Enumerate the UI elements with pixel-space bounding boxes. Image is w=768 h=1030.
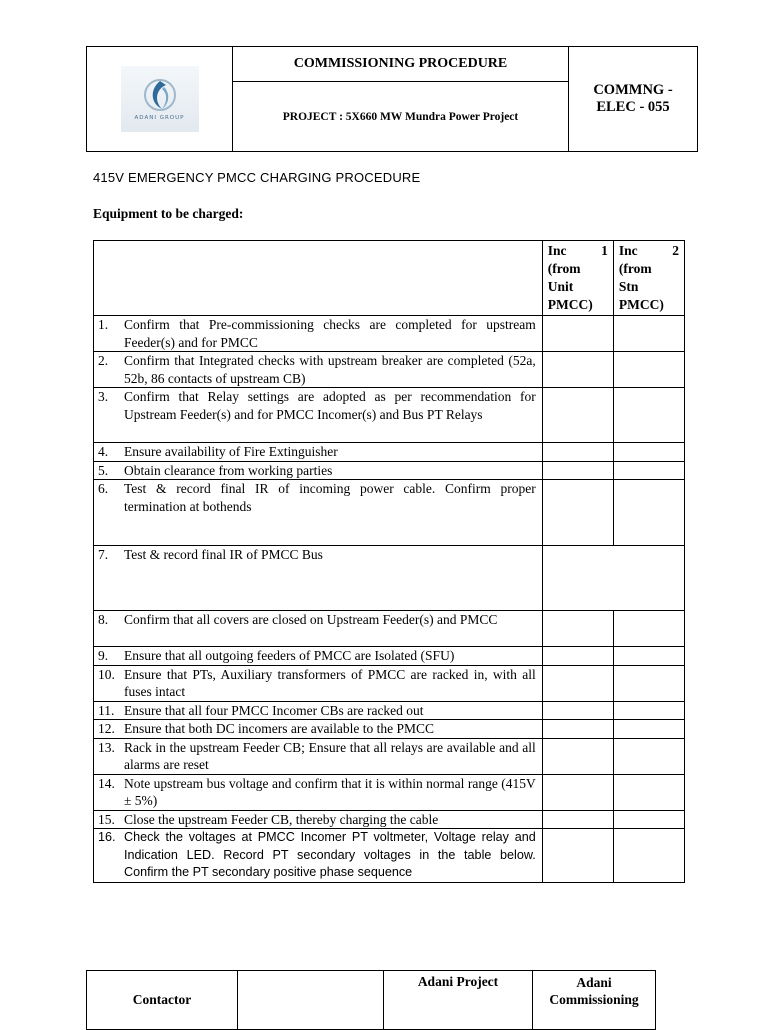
document-title: 415V EMERGENCY PMCC CHARGING PROCEDURE bbox=[93, 170, 421, 185]
equipment-label: Equipment to be charged: bbox=[93, 206, 244, 221]
document-code-line2: ELEC - 055 bbox=[596, 99, 670, 115]
incomer-2-check[interactable] bbox=[613, 701, 684, 720]
step-number: 14. bbox=[98, 775, 115, 791]
step-number: 6. bbox=[98, 481, 109, 496]
incomer-2-check[interactable] bbox=[613, 829, 684, 883]
step-number: 2. bbox=[98, 353, 109, 368]
step-text: Obtain clearance from working parties bbox=[124, 462, 333, 478]
step-text: Confirm that Integrated checks with upstream breaker are completed (52a, 52b, 86 contacts of upstream CB) bbox=[124, 353, 536, 386]
table-row bbox=[94, 443, 685, 462]
step-number: 5. bbox=[98, 462, 109, 478]
table-row bbox=[94, 611, 685, 647]
adani-commissioning-label: Adani Commissioning bbox=[533, 971, 656, 1030]
incomer-1-check[interactable] bbox=[542, 647, 613, 666]
step-number: 10. bbox=[98, 666, 115, 682]
step-number: 16. bbox=[98, 830, 116, 844]
table-row bbox=[94, 316, 685, 352]
incomer-1-check[interactable] bbox=[542, 443, 613, 462]
document-code-line1: COMMNG - bbox=[593, 82, 673, 98]
table-row bbox=[94, 647, 685, 666]
step-number: 13. bbox=[98, 739, 115, 755]
step-number: 7. bbox=[98, 547, 109, 562]
step-number: 11. bbox=[98, 702, 115, 718]
checklist-header-blank bbox=[94, 241, 543, 316]
adani-project-label: Adani Project bbox=[384, 971, 533, 1030]
incomer-2-check[interactable] bbox=[613, 647, 684, 666]
step-text: Check the voltages at PMCC Incomer PT voltmeter, Voltage relay and Indication LED. Record PT secondary voltages in the table below. Confirm the PT secondary positive phase sequence bbox=[124, 830, 536, 879]
logo-text: ADANI GROUP bbox=[134, 115, 185, 121]
adani-logo bbox=[121, 66, 199, 132]
incomer-2-check[interactable] bbox=[613, 611, 684, 647]
incomer-1-check[interactable] bbox=[542, 316, 613, 352]
incomer-1-check[interactable] bbox=[542, 774, 613, 810]
incomer-2-check[interactable] bbox=[613, 388, 684, 443]
incomer-1-check[interactable] bbox=[542, 611, 613, 647]
incomer-1-check[interactable] bbox=[542, 665, 613, 701]
step-number: 15. bbox=[98, 811, 115, 827]
step-text: Rack in the upstream Feeder CB; Ensure that all relays are available and all alarms are reset bbox=[124, 739, 536, 772]
incomer-2-check[interactable] bbox=[613, 352, 684, 388]
incomer-1-check[interactable] bbox=[542, 720, 613, 739]
table-row bbox=[94, 701, 685, 720]
step-text: Confirm that Pre-commissioning checks are completed for upstream Feeder(s) and for PMCC bbox=[124, 317, 536, 350]
incomer-2-check[interactable] bbox=[613, 443, 684, 462]
incomer-2-check[interactable] bbox=[613, 665, 684, 701]
table-row bbox=[94, 665, 685, 701]
incomer-1-check[interactable] bbox=[542, 738, 613, 774]
step-text: Ensure that PTs, Auxiliary transformers of PMCC are racked in, with all fuses intact bbox=[124, 666, 536, 699]
incomer-1-check[interactable] bbox=[542, 388, 613, 443]
incomer-1-check[interactable] bbox=[542, 701, 613, 720]
incomer-2-check[interactable] bbox=[613, 810, 684, 829]
step-text: Confirm that all covers are closed on Upstream Feeder(s) and PMCC bbox=[124, 612, 498, 627]
table-row bbox=[94, 738, 685, 774]
table-row bbox=[94, 480, 685, 546]
incomer-2-check[interactable] bbox=[613, 738, 684, 774]
table-row bbox=[94, 810, 685, 829]
incomer-1-check[interactable] bbox=[542, 480, 613, 546]
step-number: 9. bbox=[98, 648, 109, 663]
step-text: Test & record final IR of incoming power cable. Confirm proper termination at bothends bbox=[124, 481, 536, 514]
table-row bbox=[94, 388, 685, 443]
adani-swirl-icon bbox=[140, 77, 180, 113]
header-project: PROJECT : 5X660 MW Mundra Power Project bbox=[233, 82, 569, 152]
step-text: Test & record final IR of PMCC Bus bbox=[124, 547, 323, 562]
logo-cell bbox=[87, 47, 233, 152]
contactor-signature-cell[interactable] bbox=[238, 971, 384, 1030]
table-row bbox=[94, 461, 685, 480]
incomer-1-header: Inc 1 (from Unit PMCC) bbox=[542, 241, 613, 316]
step-text: Ensure that all four PMCC Incomer CBs are racked out bbox=[124, 702, 424, 718]
step-number: 8. bbox=[98, 612, 109, 627]
contactor-label: Contactor bbox=[87, 971, 238, 1030]
step-text: Ensure that both DC incomers are available to the PMCC bbox=[124, 721, 435, 736]
incomer-1-check[interactable] bbox=[542, 829, 613, 883]
step-text: Close the upstream Feeder CB, thereby charging the cable bbox=[124, 811, 439, 827]
header-title: COMMISSIONING PROCEDURE bbox=[233, 47, 569, 82]
step-text: Note upstream bus voltage and confirm that it is within normal range (415V ± 5%) bbox=[124, 775, 536, 808]
step-text: Confirm that Relay settings are adopted as per recommendation for Upstream Feeder(s) and for PMCC Incomer(s) and Bus PT Relays bbox=[124, 389, 536, 422]
step-number: 12. bbox=[98, 721, 115, 736]
table-row bbox=[94, 774, 685, 810]
incomer-2-header: Inc 2 (from Stn PMCC) bbox=[613, 241, 684, 316]
signature-table bbox=[86, 970, 656, 1030]
checklist-header-row bbox=[94, 241, 685, 316]
table-row bbox=[94, 720, 685, 739]
step-text: Ensure that all outgoing feeders of PMCC are Isolated (SFU) bbox=[124, 648, 455, 663]
incomer-1-check[interactable] bbox=[542, 810, 613, 829]
table-row bbox=[94, 829, 685, 883]
checklist-table bbox=[93, 240, 685, 883]
step-number: 1. bbox=[98, 317, 109, 332]
step-number: 4. bbox=[98, 444, 109, 459]
incomer-2-check[interactable] bbox=[613, 480, 684, 546]
bus-ir-record-cell[interactable] bbox=[542, 546, 684, 611]
document-header bbox=[86, 46, 698, 152]
incomer-2-check[interactable] bbox=[613, 720, 684, 739]
step-number: 3. bbox=[98, 389, 109, 404]
document-code bbox=[569, 47, 698, 152]
incomer-1-check[interactable] bbox=[542, 352, 613, 388]
table-row bbox=[94, 352, 685, 388]
incomer-2-check[interactable] bbox=[613, 774, 684, 810]
table-row bbox=[94, 546, 685, 611]
step-text: Ensure availability of Fire Extinguisher bbox=[124, 444, 338, 459]
incomer-1-check[interactable] bbox=[542, 461, 613, 480]
incomer-2-check[interactable] bbox=[613, 316, 684, 352]
incomer-2-check[interactable] bbox=[613, 461, 684, 480]
